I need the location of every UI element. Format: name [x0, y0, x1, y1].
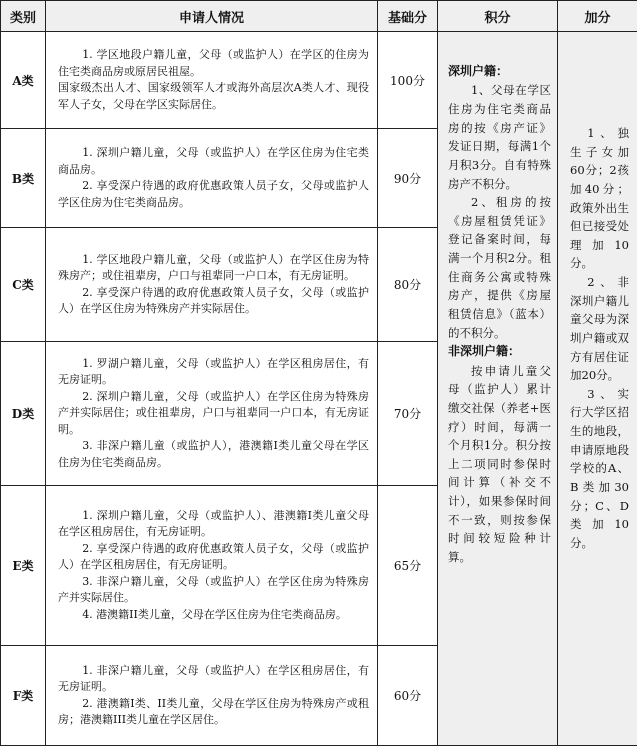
conditions-cell	[46, 486, 378, 646]
conditions-cell	[46, 228, 378, 342]
condition-text: 2. 深圳户籍儿童，父母（或监护人）在学区住房为特殊房产并实际居住；或住祖辈房，户口与祖辈同一户口本，有无房证明。	[58, 389, 369, 436]
condition-text: 1. 学区地段户籍儿童，父母（或监护人）在学区住房为特殊房产；或住祖辈房，户口与祖辈同一户口本，有无房证明。	[58, 252, 369, 282]
category-cell: F类	[1, 646, 46, 746]
condition-text: 1. 学区地段户籍儿童，父母（或监护人）在学区的住房为住宅类商品房或原居民祖屋。	[58, 48, 369, 78]
condition-text: 1. 罗湖户籍儿童，父母（或监护人）在学区租房居住，有无房证明。	[58, 356, 369, 387]
header-conditions: 申请人情况	[46, 1, 378, 32]
bonus-cell	[558, 32, 637, 746]
base-score-cell: 90分	[378, 129, 438, 228]
base-score-cell: 80分	[378, 228, 438, 342]
conditions-cell	[46, 129, 378, 228]
header-category: 类别	[1, 1, 46, 32]
condition-text: 3. 非深户籍儿童（或监护人），港澳籍I类儿童父母在学区住房为住宅类商品房。	[58, 439, 369, 469]
points-rule: 按申请儿童父母（监护人）累计缴交社保（养老+医疗）时间，每满一个月积1分。积分按上二项同时参保时间计算（补交不计），如果参保时间不一致，则按参保时间较短险种计算。	[448, 363, 551, 564]
condition-text: 4. 港澳籍II类儿童，父母在学区住房为住宅类商品房。	[82, 607, 347, 621]
bonus-rule: 3、实行大学区招生的地段，申请原地段学校的A、B类加30分；C、D类加10分。	[570, 386, 629, 550]
points-cell	[438, 32, 558, 746]
condition-text: 2. 享受深户待遇的政府优惠政策人员子女，父母或监护人学区住房为住宅类商品房。	[58, 179, 369, 209]
condition-text: 3. 非深户籍儿童，父母（或监护人）在学区住房为特殊房产并实际居住。	[58, 574, 369, 605]
header-row	[1, 1, 637, 32]
table-row	[1, 32, 637, 129]
base-score-cell: 60分	[378, 646, 438, 746]
base-score-cell: 70分	[378, 342, 438, 486]
points-rule: 2、租房的按《房屋租赁凭证》登记备案时间，每满一个月积2分。租住商务公寓或特殊房产，提供《房屋租赁信息》（蓝本）的不积分。	[448, 195, 551, 340]
bonus-rule: 2、非深圳户籍儿童父母为深圳户籍或双方有居住证加20分。	[570, 275, 629, 383]
category-cell: A类	[1, 32, 46, 129]
condition-text: 2. 港澳籍I类、II类儿童，父母在学区住房为特殊房产或租房；港澳籍III类儿童在学区居住。	[58, 696, 369, 726]
header-base-score: 基础分	[378, 1, 438, 32]
condition-text: 国家级杰出人才、国家级领军人才或海外高层次A类人才、现役军人子女，父母在学区实际居住。	[58, 81, 369, 111]
bonus-rule: 1、独生子女加60分；2孩加40分；政策外出生但已接受处理加10分。	[570, 126, 629, 271]
shenzhen-heading: 深圳户籍：	[448, 64, 509, 78]
category-cell: E类	[1, 486, 46, 646]
header-bonus: 加分	[558, 1, 637, 32]
category-cell: B类	[1, 129, 46, 228]
conditions-cell	[46, 32, 378, 129]
non-shenzhen-heading: 非深圳户籍：	[448, 344, 521, 359]
base-score-cell: 65分	[378, 486, 438, 646]
category-cell: C类	[1, 228, 46, 342]
condition-text: 1. 深圳户籍儿童，父母（或监护人）、港澳籍I类儿童父母在学区租房居住，有无房证明。	[58, 508, 369, 539]
condition-text: 2. 享受深户待遇的政府优惠政策人员子女，父母（或监护人）在学区租房居住，有无房证明。	[58, 541, 369, 572]
category-cell: D类	[1, 342, 46, 486]
condition-text: 1. 非深户籍儿童，父母（或监护人）在学区租房居住，有无房证明。	[58, 663, 369, 693]
base-score-cell: 100分	[378, 32, 438, 129]
condition-text: 1. 深圳户籍儿童，父母（或监护人）在学区住房为住宅类商品房。	[58, 146, 369, 176]
condition-text: 2. 享受深户待遇的政府优惠政策人员子女，父母（或监护人）在学区住房为特殊房产并实际居住。	[58, 285, 369, 315]
header-points: 积分	[438, 1, 558, 32]
conditions-cell	[46, 342, 378, 486]
conditions-cell	[46, 646, 378, 746]
points-rule: 1、父母在学区住房为住宅类商品房的按《房产证》发证日期，每满1个月积3分。自有特殊房产不积分。	[448, 83, 551, 191]
